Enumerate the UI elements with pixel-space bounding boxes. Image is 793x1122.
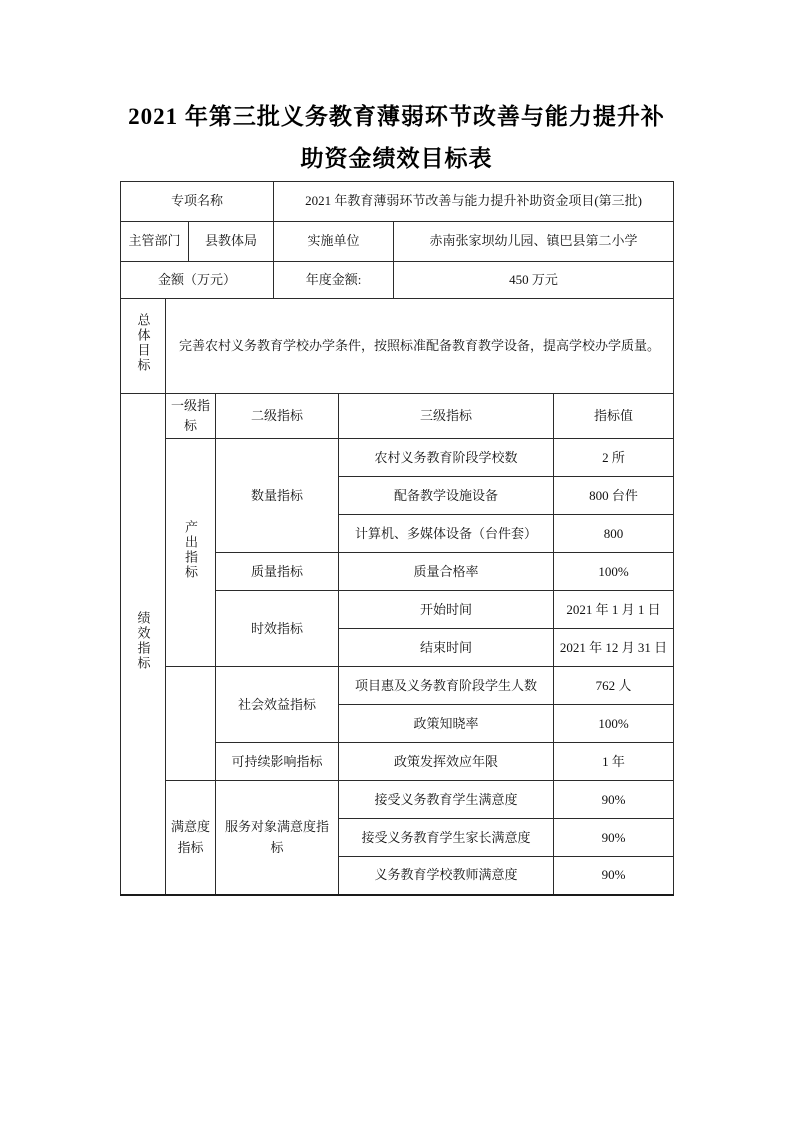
value-cell: 90% xyxy=(554,819,674,857)
level2-group-social-benefit: 社会效益指标 xyxy=(216,667,339,743)
level3-cell: 接受义务教育学生家长满意度 xyxy=(339,819,554,857)
value-cell: 1 年 xyxy=(554,743,674,781)
value-cell: 90% xyxy=(554,857,674,895)
indicator-row xyxy=(121,667,674,705)
annual-amount-label: 年度金额: xyxy=(274,262,394,299)
document-title xyxy=(0,0,793,180)
header-level2: 二级指标 xyxy=(216,394,339,439)
indicator-row xyxy=(121,781,674,819)
level3-cell: 开始时间 xyxy=(339,591,554,629)
indicators-section-label-cell xyxy=(121,394,166,895)
overall-goal-label-cell xyxy=(121,299,166,394)
level3-cell: 计算机、多媒体设备（台件套） xyxy=(339,515,554,553)
level3-cell: 质量合格率 xyxy=(339,553,554,591)
amount-label: 金额（万元） xyxy=(121,262,274,299)
title-line-2: 助资金绩效目标表 xyxy=(300,146,493,171)
impl-unit-label: 实施单位 xyxy=(274,222,394,262)
level2-group-quantity: 数量指标 xyxy=(216,439,339,553)
dept-value: 县教体局 xyxy=(189,222,274,262)
overall-goal-label: 总体目标 xyxy=(135,312,151,373)
value-cell: 2021 年 1 月 1 日 xyxy=(554,591,674,629)
title-line-1: 2021 年第三批义务教育薄弱环节改善与能力提升补 xyxy=(128,104,665,129)
performance-target-table xyxy=(120,181,674,896)
indicators-section-label: 绩效指标 xyxy=(135,610,151,671)
level3-cell: 结束时间 xyxy=(339,629,554,667)
level1-group-output-cell xyxy=(166,439,216,667)
level3-cell: 政策发挥效应年限 xyxy=(339,743,554,781)
value-cell: 2 所 xyxy=(554,439,674,477)
level1-group-benefit-cell xyxy=(166,667,216,781)
level3-cell: 接受义务教育学生满意度 xyxy=(339,781,554,819)
project-name-label: 专项名称 xyxy=(121,182,274,222)
value-cell: 100% xyxy=(554,705,674,743)
row-amount xyxy=(121,262,674,299)
level1-group-satisfaction: 满意度指标 xyxy=(166,781,216,895)
row-overall-goal xyxy=(121,299,674,394)
row-indicator-header xyxy=(121,394,674,439)
annual-amount-value: 450 万元 xyxy=(394,262,674,299)
header-level3: 三级指标 xyxy=(339,394,554,439)
level1-group-output: 产出指标 xyxy=(183,519,198,580)
level2-group-quality: 质量指标 xyxy=(216,553,339,591)
value-cell: 762 人 xyxy=(554,667,674,705)
row-departments xyxy=(121,222,674,262)
project-name-value: 2021 年教育薄弱环节改善与能力提升补助资金项目(第三批) xyxy=(274,182,674,222)
value-cell: 100% xyxy=(554,553,674,591)
overall-goal-text: 完善农村义务教育学校办学条件，按照标准配备教育教学设备，提高学校办学质量。 xyxy=(166,299,674,394)
header-level1: 一级指标 xyxy=(166,394,216,439)
level3-cell: 义务教育学校教师满意度 xyxy=(339,857,554,895)
level3-cell: 政策知晓率 xyxy=(339,705,554,743)
impl-unit-value: 赤南张家坝幼儿园、镇巴县第二小学 xyxy=(394,222,674,262)
level2-group-sustainability: 可持续影响指标 xyxy=(216,743,339,781)
value-cell: 2021 年 12 月 31 日 xyxy=(554,629,674,667)
dept-label: 主管部门 xyxy=(121,222,189,262)
level3-cell: 项目惠及义务教育阶段学生人数 xyxy=(339,667,554,705)
indicator-row xyxy=(121,439,674,477)
row-project-name xyxy=(121,182,674,222)
level2-group-timeliness: 时效指标 xyxy=(216,591,339,667)
header-value: 指标值 xyxy=(554,394,674,439)
value-cell: 800 xyxy=(554,515,674,553)
level3-cell: 配备教学设施设备 xyxy=(339,477,554,515)
value-cell: 90% xyxy=(554,781,674,819)
level3-cell: 农村义务教育阶段学校数 xyxy=(339,439,554,477)
value-cell: 800 台件 xyxy=(554,477,674,515)
level2-group-service-satisfaction: 服务对象满意度指标 xyxy=(216,781,339,895)
